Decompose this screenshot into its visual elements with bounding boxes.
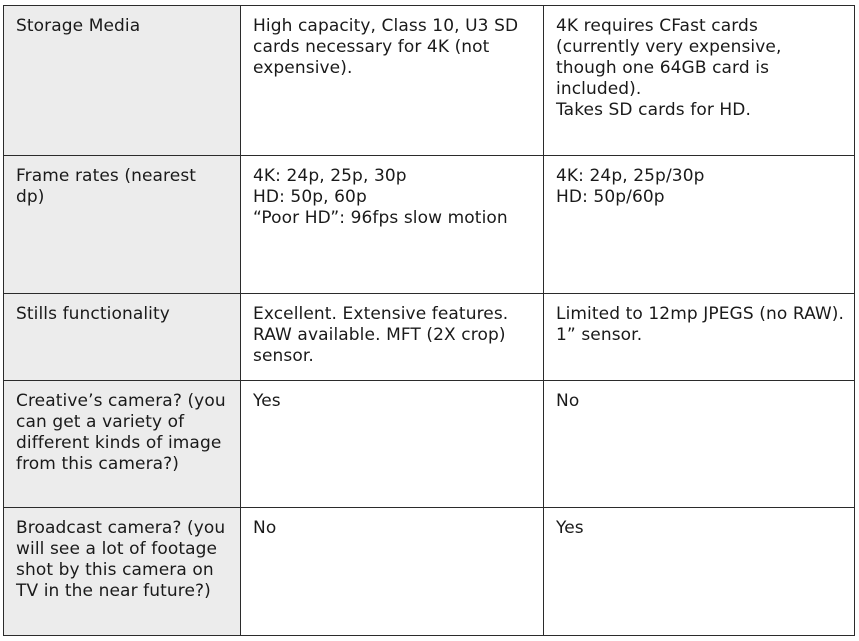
- table-row: [4, 294, 855, 381]
- cell-text: Excellent. Extensive features. RAW available. MFT (2X crop) sensor.: [253, 304, 514, 366]
- camera-a-cell: [241, 381, 544, 508]
- row-label: Broadcast camera? (you will see a lot of footage shot by this camera on TV in the near future?): [16, 518, 231, 601]
- camera-b-cell: [544, 381, 855, 508]
- cell-text: Takes SD cards for HD.: [556, 100, 751, 120]
- cell-text: HD: 50p/60p: [556, 187, 665, 207]
- cell-text: Limited to 12mp JPEGS (no RAW). 1” sensor.: [556, 304, 850, 345]
- row-label: Frame rates (nearest dp): [16, 166, 202, 207]
- row-label-cell: [4, 6, 241, 156]
- cell-text: No: [556, 391, 580, 411]
- row-label-cell: [4, 381, 241, 508]
- table-row: [4, 156, 855, 294]
- camera-a-cell: [241, 156, 544, 294]
- cell-text: HD: 50p, 60p: [253, 187, 367, 207]
- cell-text: High capacity, Class 10, U3 SD cards necessary for 4K (not expensive).: [253, 16, 524, 78]
- cell-text: 4K: 24p, 25p/30p: [556, 166, 705, 186]
- cell-text: No: [253, 518, 277, 538]
- row-label-cell: [4, 294, 241, 381]
- cell-text: Yes: [253, 391, 281, 411]
- cell-text: Yes: [556, 518, 584, 538]
- cell-text: “Poor HD”: 96fps slow motion: [253, 208, 508, 228]
- cell-text: 4K: 24p, 25p, 30p: [253, 166, 407, 186]
- row-label: Storage Media: [16, 16, 141, 36]
- table-row: [4, 381, 855, 508]
- camera-b-cell: [544, 294, 855, 381]
- camera-b-cell: [544, 156, 855, 294]
- comparison-table: [3, 5, 855, 636]
- camera-a-cell: [241, 294, 544, 381]
- camera-b-cell: [544, 6, 855, 156]
- table-row: [4, 6, 855, 156]
- row-label-cell: [4, 508, 241, 636]
- camera-a-cell: [241, 6, 544, 156]
- camera-a-cell: [241, 508, 544, 636]
- table-row: [4, 508, 855, 636]
- row-label-cell: [4, 156, 241, 294]
- row-label: Creative’s camera? (you can get a variety of different kinds of image from this camera?): [16, 391, 232, 474]
- camera-b-cell: [544, 508, 855, 636]
- row-label: Stills functionality: [16, 304, 170, 324]
- cell-text: 4K requires CFast cards (currently very expensive, though one 64GB card is included).: [556, 16, 787, 99]
